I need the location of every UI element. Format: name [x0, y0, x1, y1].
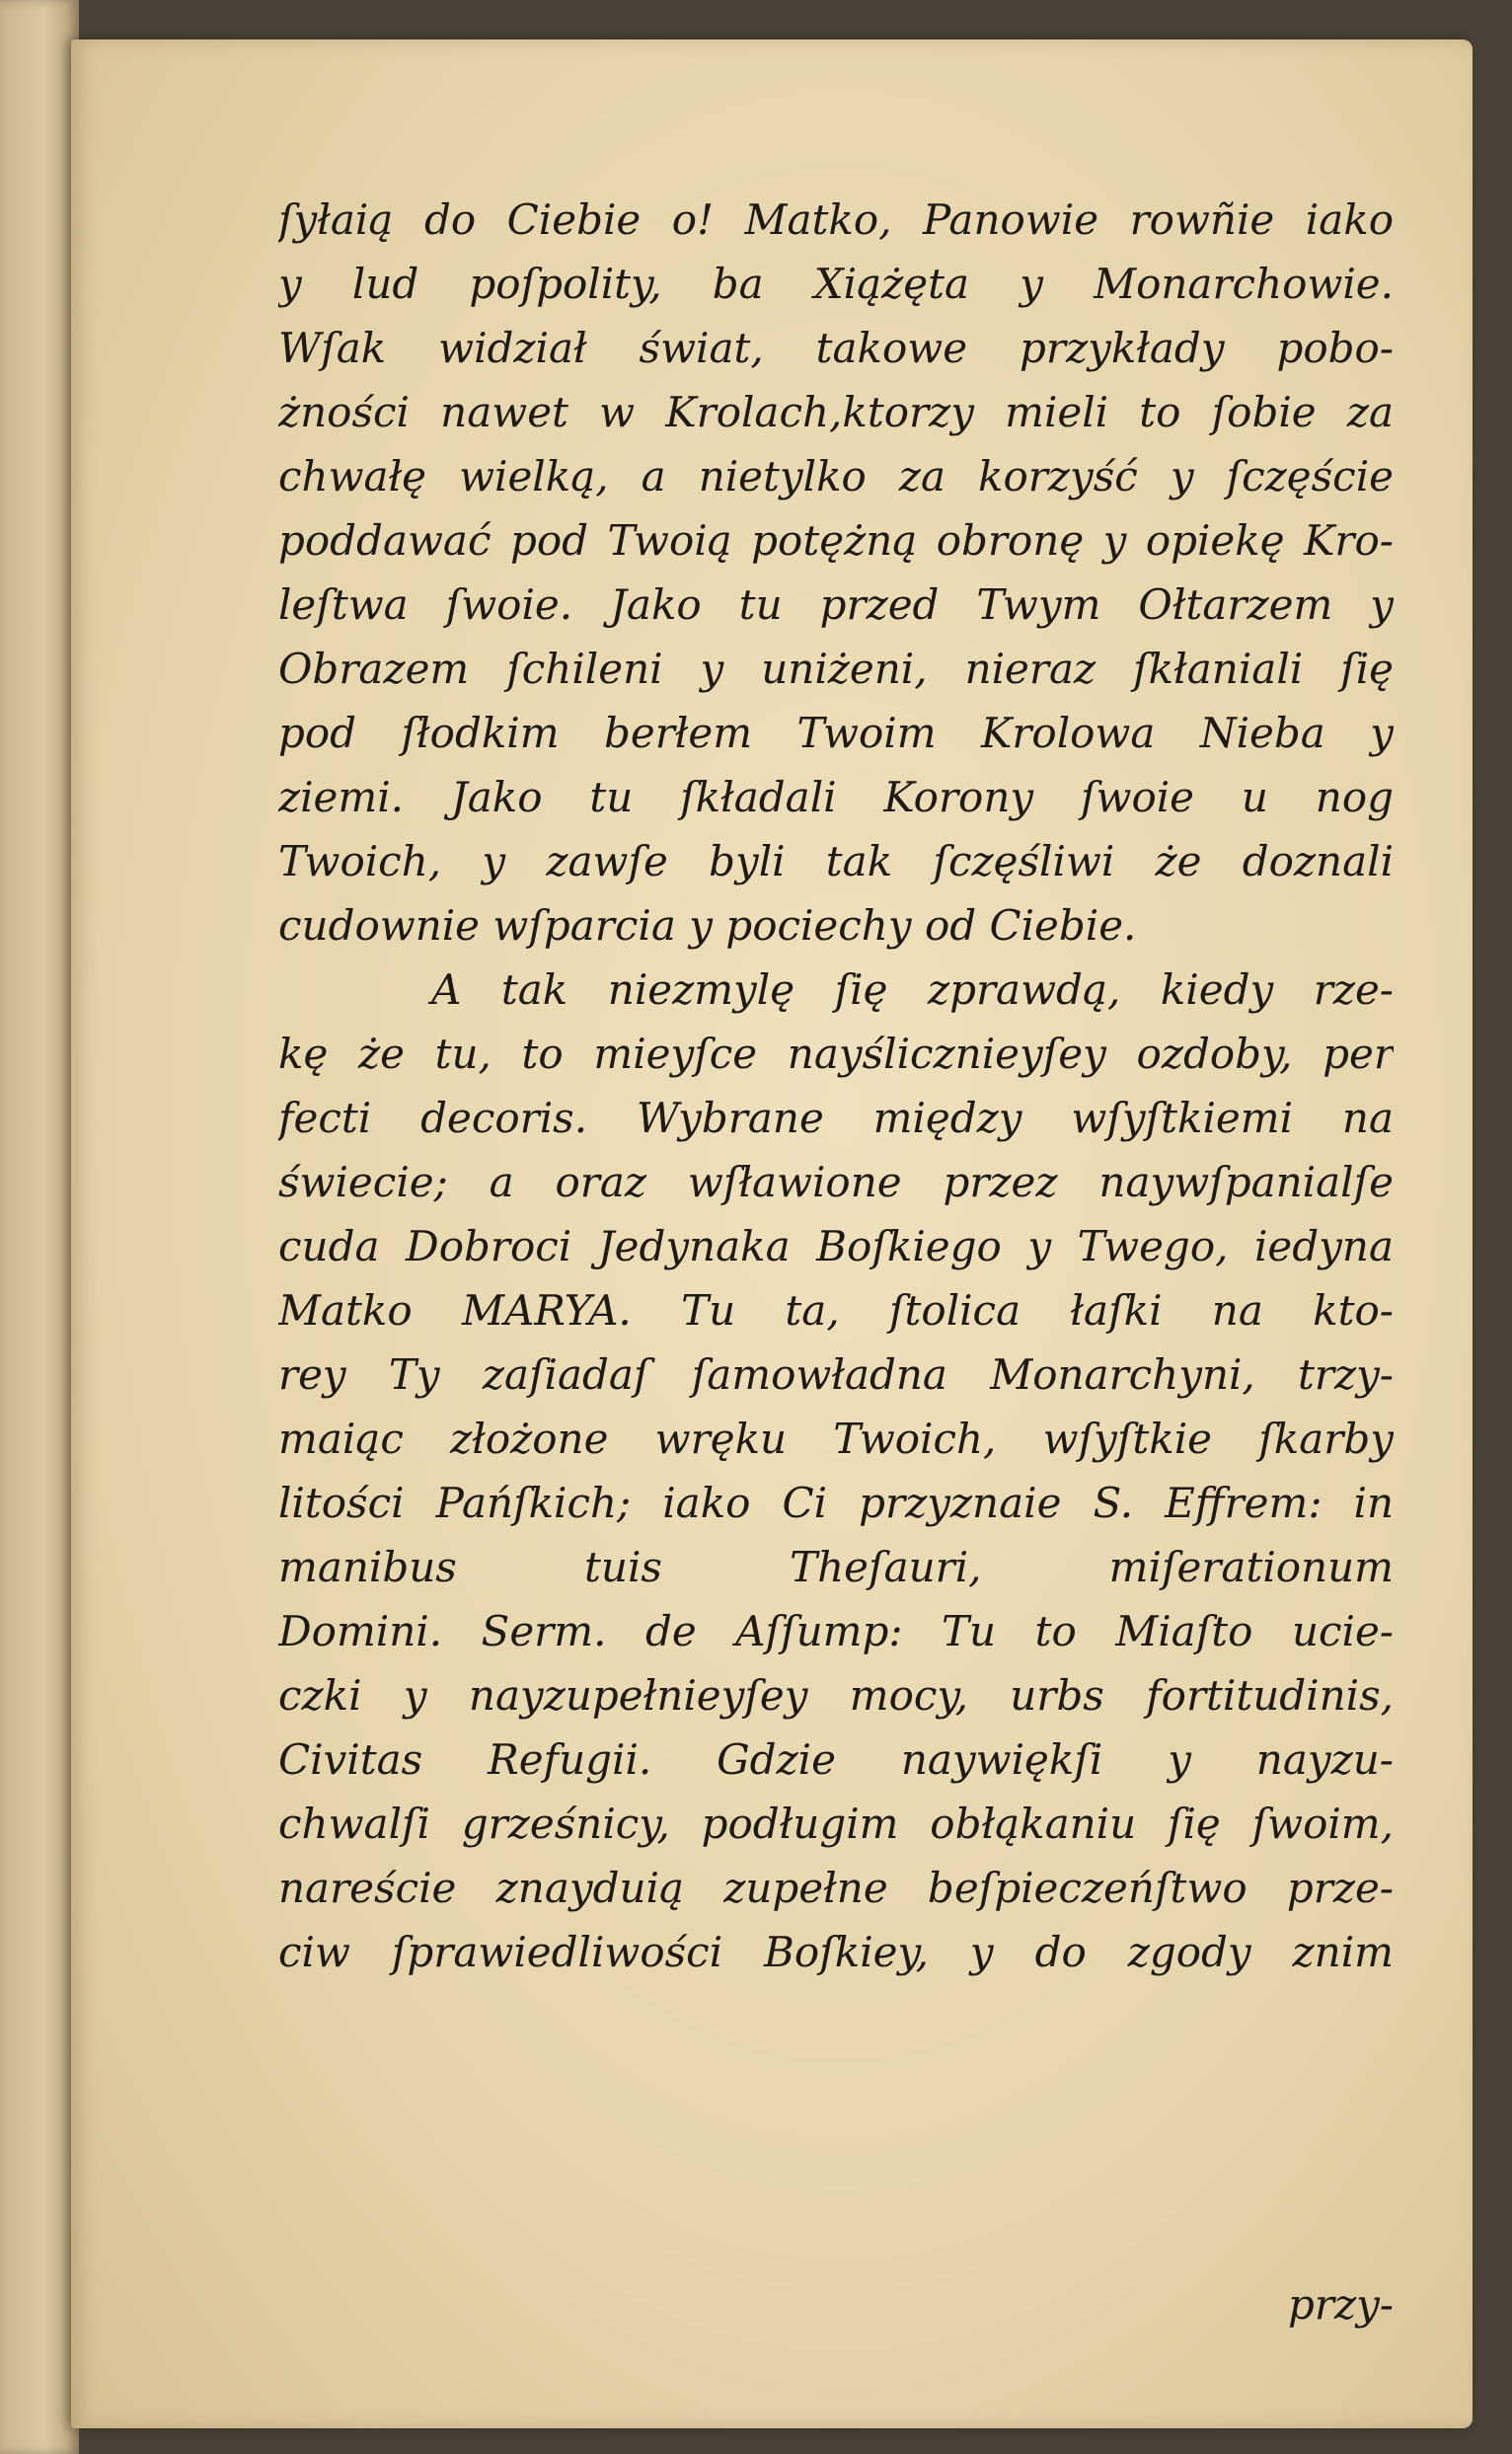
page-text: [278, 188, 1394, 1984]
text-line: chwałę wielką, a nietylko za korzyść y ſczęście: [278, 452, 1394, 500]
text-line: manibus tuis Theſauri, miſerationum: [278, 1543, 1394, 1591]
text-line: cudownie wſparcia y pociechy od Ciebie.: [278, 901, 1137, 950]
text-line: maiąc złożone wręku Twoich, wſyſtkie ſkarby: [278, 1415, 1394, 1463]
text-line: leſtwa ſwoie. Jako tu przed Twym Ołtarzem y: [278, 580, 1394, 629]
text-line: Twoich, y zawſe byli tak ſczęśliwi że doznali: [278, 837, 1394, 885]
text-line: rey Ty zaſiadaſ ſamowładna Monarchyni, trzy-: [278, 1350, 1394, 1399]
text-line: kę że tu, to mieyſce nayślicznieyſey ozdoby, per: [278, 1030, 1394, 1078]
text-line: Civitas Refugii. Gdzie naywiękſi y nayzu-: [278, 1735, 1394, 1784]
previous-page-edge: [0, 0, 79, 2454]
text-line: Wſak widział świat, takowe przykłady pobo-: [278, 324, 1394, 372]
book-page: [71, 39, 1473, 2428]
text-line: litości Pańſkich; iako Ci przyznaie S. Effrem: in: [278, 1479, 1394, 1527]
text-line: A tak niezmylę ſię zprawdą, kiedy rze-: [431, 965, 1394, 1014]
text-line: fecti decoris. Wybrane między wſyſtkiemi na: [278, 1094, 1394, 1142]
text-line: pod ſłodkim berłem Twoim Krolowa Nieba y: [278, 709, 1394, 757]
text-line: Domini. Serm. de Aſſump: Tu to Miaſto ucie-: [278, 1607, 1394, 1655]
text-line: Obrazem ſchileni y uniżeni, nieraz ſkłaniali ſię: [278, 645, 1394, 693]
text-line: poddawać pod Twoią potężną obronę y opiekę Kro-: [278, 516, 1394, 565]
text-line: ſyłaią do Ciebie o! Matko, Panowie rowñie iako: [278, 195, 1394, 244]
text-line: świecie; a oraz wſławione przez naywſpanialſe: [278, 1158, 1394, 1206]
text-line: chwalſi grześnicy, podługim obłąkaniu ſię ſwoim,: [278, 1800, 1394, 1848]
text-line: ziemi. Jako tu ſkładali Korony ſwoie u nog: [278, 773, 1394, 821]
text-line: żności nawet w Krolach,ktorzy mieli to ſobie za: [278, 388, 1394, 436]
text-line: cuda Dobroci Jedynaka Boſkiego y Twego, iedyna: [278, 1222, 1394, 1270]
text-line: nareście znayduią zupełne beſpieczeńſtwo prze-: [278, 1864, 1394, 1912]
catchword: przy-: [1287, 2280, 1394, 2329]
text-line: Matko MARYA. Tu ta, ſtolica łaſki na kto-: [278, 1286, 1394, 1335]
text-line: czki y nayzupełnieyſey mocy, urbs fortitudinis,: [278, 1671, 1394, 1720]
text-line: ciw ſprawiedliwości Boſkiey, y do zgody znim: [278, 1928, 1394, 1976]
text-line: y lud poſpolity, ba Xiążęta y Monarchowie.: [278, 260, 1394, 308]
